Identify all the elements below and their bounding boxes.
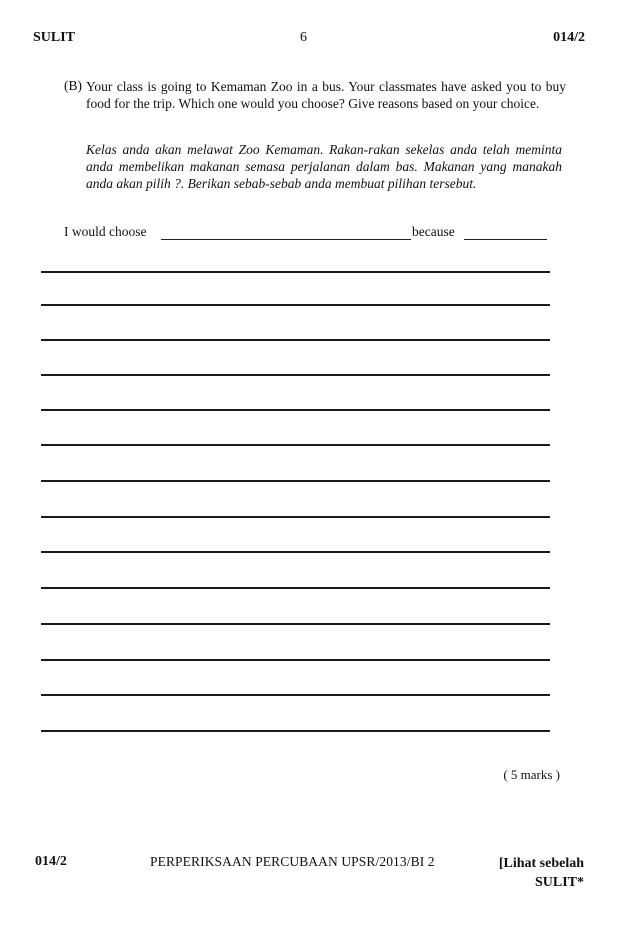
answer-line[interactable] bbox=[41, 444, 550, 446]
footer-next-page-line1: [Lihat sebelah bbox=[498, 856, 584, 871]
answer-line[interactable] bbox=[41, 339, 550, 341]
header-paper-code: 014/2 bbox=[553, 30, 585, 45]
answer-line[interactable] bbox=[41, 730, 550, 732]
question-text-malay: Kelas anda akan melawat Zoo Kemaman. Rakan-rakan sekelas anda telah meminta anda membelikan makanan semasa perjalanan dalam bas. Makanan yang manakah anda akan pilih ?. Berikan sebab-sebab anda membuat pilihan tersebut. bbox=[86, 142, 562, 191]
answer-line[interactable] bbox=[41, 304, 550, 306]
question-text-english: Your class is going to Kemaman Zoo in a bus. Your classmates have asked you to buy food for the trip. Which one would you choose? Give reasons based on your choice. bbox=[86, 79, 566, 111]
answer-line[interactable] bbox=[41, 694, 550, 696]
answer-line[interactable] bbox=[41, 587, 550, 589]
answer-line[interactable] bbox=[41, 516, 550, 518]
question-label: (B) bbox=[64, 78, 82, 93]
answer-line[interactable] bbox=[41, 623, 550, 625]
answer-prompt-because: because bbox=[412, 224, 455, 239]
answer-line[interactable] bbox=[41, 480, 550, 482]
footer-paper-code: 014/2 bbox=[35, 854, 67, 869]
header-left-label: SULIT bbox=[33, 30, 76, 45]
answer-line[interactable] bbox=[41, 659, 550, 661]
answer-line[interactable] bbox=[41, 374, 550, 376]
footer-next-page-line2: SULIT* bbox=[534, 875, 584, 890]
answer-line[interactable] bbox=[41, 551, 550, 553]
footer-exam-title: PERPERIKSAAN PERCUBAAN UPSR/2013/BI 2 bbox=[150, 854, 435, 869]
choice-blank[interactable] bbox=[161, 239, 411, 240]
answer-line[interactable] bbox=[41, 271, 550, 273]
marks-label: ( 5 marks ) bbox=[503, 767, 560, 782]
answer-prompt bbox=[64, 224, 554, 246]
answer-line[interactable] bbox=[41, 409, 550, 411]
footer-next-page-note bbox=[499, 854, 584, 892]
answer-prompt-prefix: I would choose bbox=[64, 224, 147, 239]
page-number: 6 bbox=[300, 30, 307, 45]
reason-blank[interactable] bbox=[464, 239, 547, 240]
